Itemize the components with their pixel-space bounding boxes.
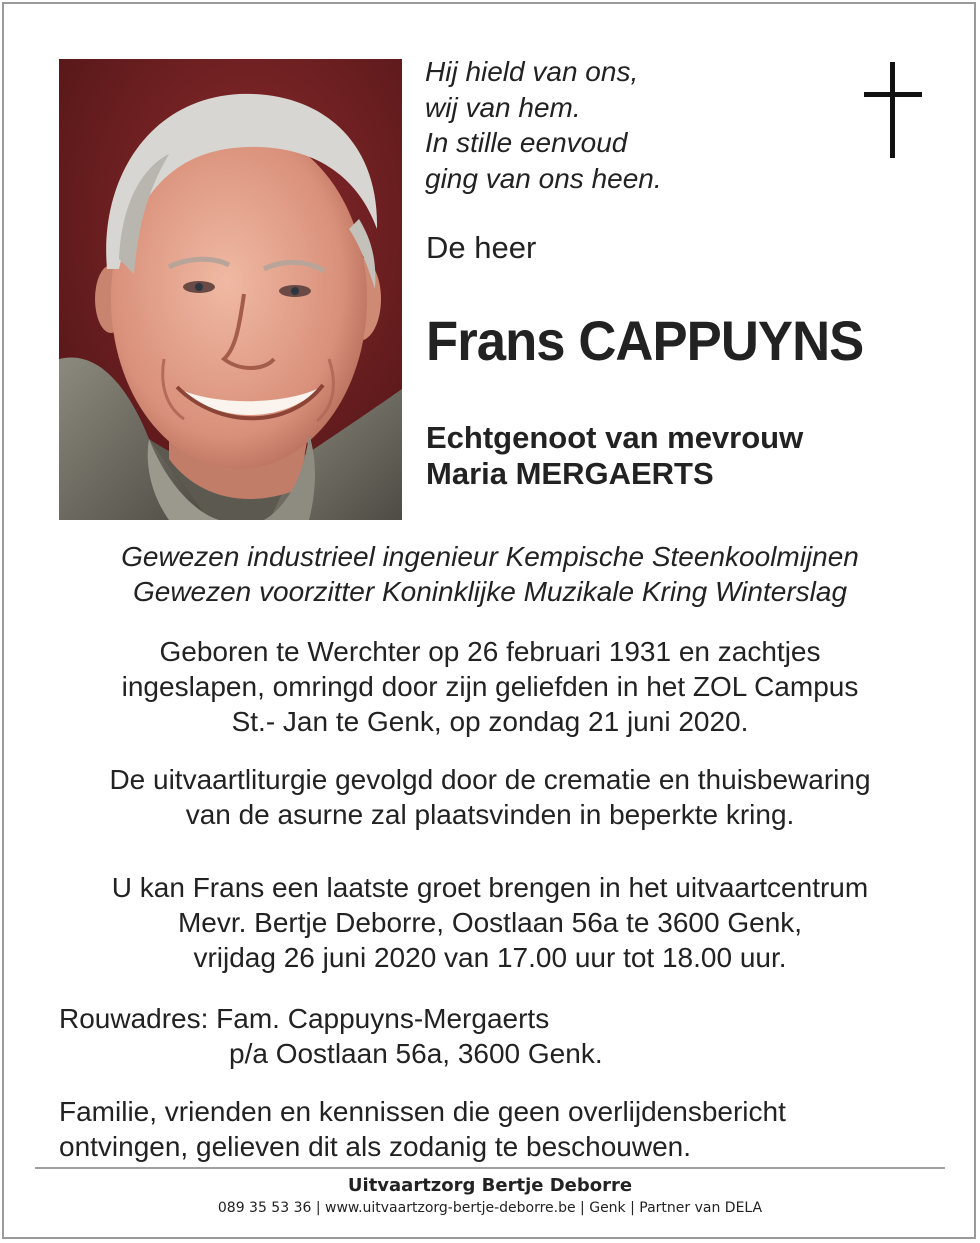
text-line: ingeslapen, omringd door zijn geliefden in het ZOL Campus [121,671,859,702]
text-line: Geboren te Werchter op 26 februari 1931 en zachtjes [159,636,821,667]
spouse-info [426,420,803,492]
mourning-address [59,1001,603,1071]
deceased-name: Frans CAPPUYNS [426,309,864,372]
liturgy-paragraph [0,762,980,832]
text-line: Mevr. Bertje Deborre, Oostlaan 56a te 3600 Genk, [177,907,803,938]
latin-cross-icon [864,62,922,165]
poem-line: Hij hield van ons, [425,56,639,87]
role-line: Gewezen industrieel ingenieur Kempische Steenkoolmijnen [121,541,859,572]
poem-line: In stille eenvoud [425,127,628,158]
address-line: Rouwadres: Fam. Cappuyns-Mergaerts [59,1003,550,1034]
text-line: Familie, vrienden en kennissen die geen overlijdensbericht [59,1096,786,1127]
text-line: ontvingen, gelieven dit als zodanig te beschouwen. [59,1131,691,1162]
text-line: vrijdag 26 juni 2020 van 17.00 uur tot 18.00 uur. [193,942,787,973]
spouse-name: Maria MERGAERTS [426,456,714,491]
footer-divider [35,1167,945,1169]
text-line: U kan Frans een laatste groet brengen in het uitvaartcentrum [111,872,869,903]
undertaker-name: Uitvaartzorg Bertje Deborre [347,1175,633,1196]
text-line: St.- Jan te Genk, op zondag 21 juni 2020. [231,706,749,737]
visitation-paragraph [0,870,980,975]
text-line: van de asurne zal plaatsvinden in beperkte kring. [185,799,795,830]
birth-death-paragraph [0,634,980,739]
poem-line: wij van hem. [425,91,581,123]
undertaker-contact: 089 35 53 36 | www.uitvaartzorg-bertje-deborre.be | Genk | Partner van DELA [217,1200,763,1216]
spouse-line: Echtgenoot van mevrouw [426,420,804,455]
notice-paragraph [59,1094,786,1164]
text-line: De uitvaartliturgie gevolgd door de crematie en thuisbewaring [109,764,871,795]
former-roles [0,539,980,609]
address-line: p/a Oostlaan 56a, 3600 Genk. [229,1038,603,1069]
salutation: De heer [426,230,537,265]
poem [425,54,662,196]
portrait-photo [59,59,402,520]
role-line: Gewezen voorzitter Koninklijke Muzikale Kring Winterslag [132,576,848,607]
poem-line: ging van ons heen. [425,162,662,194]
